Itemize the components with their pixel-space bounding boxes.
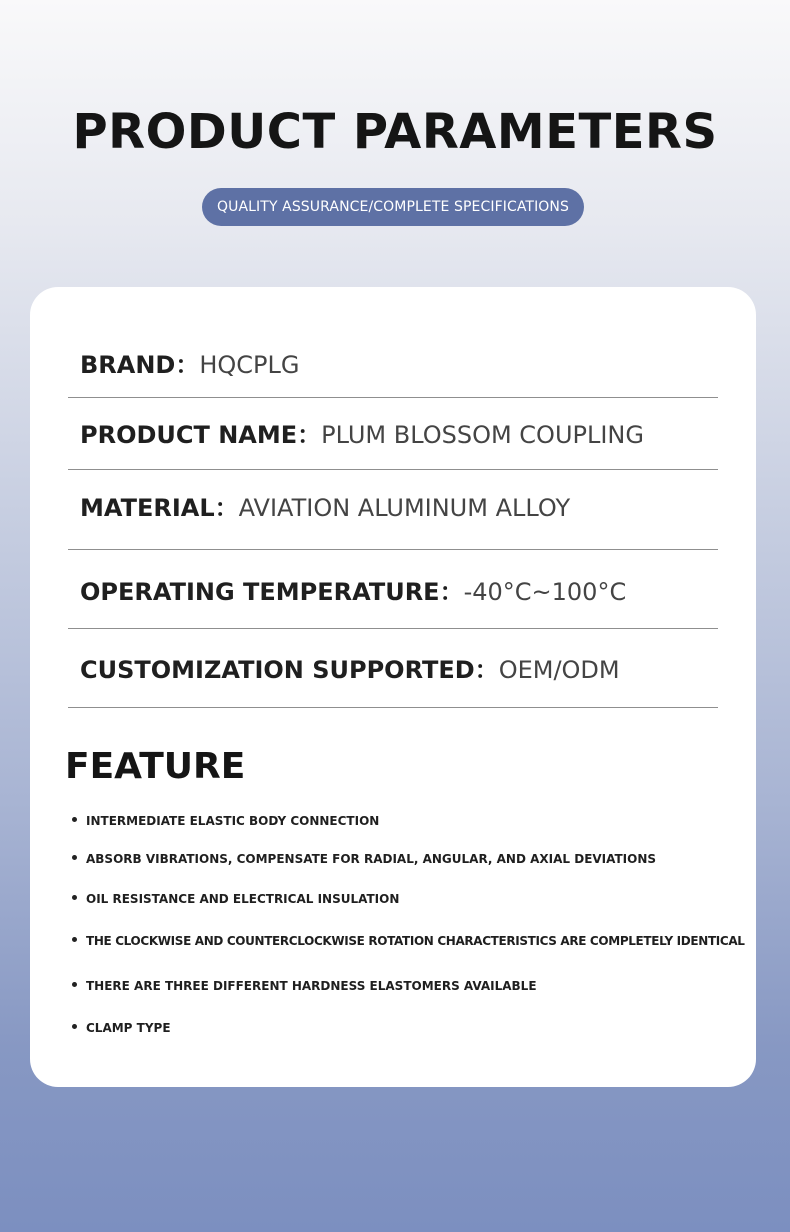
param-value: HQCPLG xyxy=(199,351,300,379)
bullet-icon xyxy=(72,817,77,822)
param-row-brand xyxy=(68,325,718,398)
param-value: PLUM BLOSSOM COUPLING xyxy=(321,421,644,449)
feature-heading: FEATURE xyxy=(65,746,246,787)
param-label: PRODUCT NAME： xyxy=(80,421,322,449)
feature-item: ABSORB VIBRATIONS, COMPENSATE FOR RADIAL, ANGULAR, AND AXIAL DEVIATIONS xyxy=(72,851,656,867)
bullet-icon xyxy=(72,855,77,860)
param-row-customization xyxy=(68,629,718,708)
bullet-icon xyxy=(72,1024,77,1029)
param-value: OEM/ODM xyxy=(498,656,620,684)
param-label: BRAND： xyxy=(80,351,200,379)
param-row-operating-temperature xyxy=(68,550,718,629)
feature-item: CLAMP TYPE xyxy=(72,1020,171,1036)
bullet-icon xyxy=(72,937,77,942)
feature-item: OIL RESISTANCE AND ELECTRICAL INSULATION xyxy=(72,891,399,907)
feature-item: INTERMEDIATE ELASTIC BODY CONNECTION xyxy=(72,813,379,829)
bullet-icon xyxy=(72,982,77,987)
param-label: OPERATING TEMPERATURE： xyxy=(80,578,464,606)
page-title: PRODUCT PARAMETERS xyxy=(72,104,718,160)
param-label: CUSTOMIZATION SUPPORTED： xyxy=(80,656,499,684)
parameters-card xyxy=(30,287,756,1087)
param-row-material xyxy=(68,470,718,550)
param-label: MATERIAL： xyxy=(80,494,239,522)
param-value: AVIATION ALUMINUM ALLOY xyxy=(238,494,571,522)
feature-item: THE CLOCKWISE AND COUNTERCLOCKWISE ROTATION CHARACTERISTICS ARE COMPLETELY IDENTICAL xyxy=(72,933,745,949)
bullet-icon xyxy=(72,895,77,900)
param-value: -40°C~100°C xyxy=(463,578,627,606)
feature-item: THERE ARE THREE DIFFERENT HARDNESS ELASTOMERS AVAILABLE xyxy=(72,978,537,994)
param-row-product-name xyxy=(68,397,718,470)
subtitle-badge: QUALITY ASSURANCE/COMPLETE SPECIFICATIONS xyxy=(202,188,584,226)
